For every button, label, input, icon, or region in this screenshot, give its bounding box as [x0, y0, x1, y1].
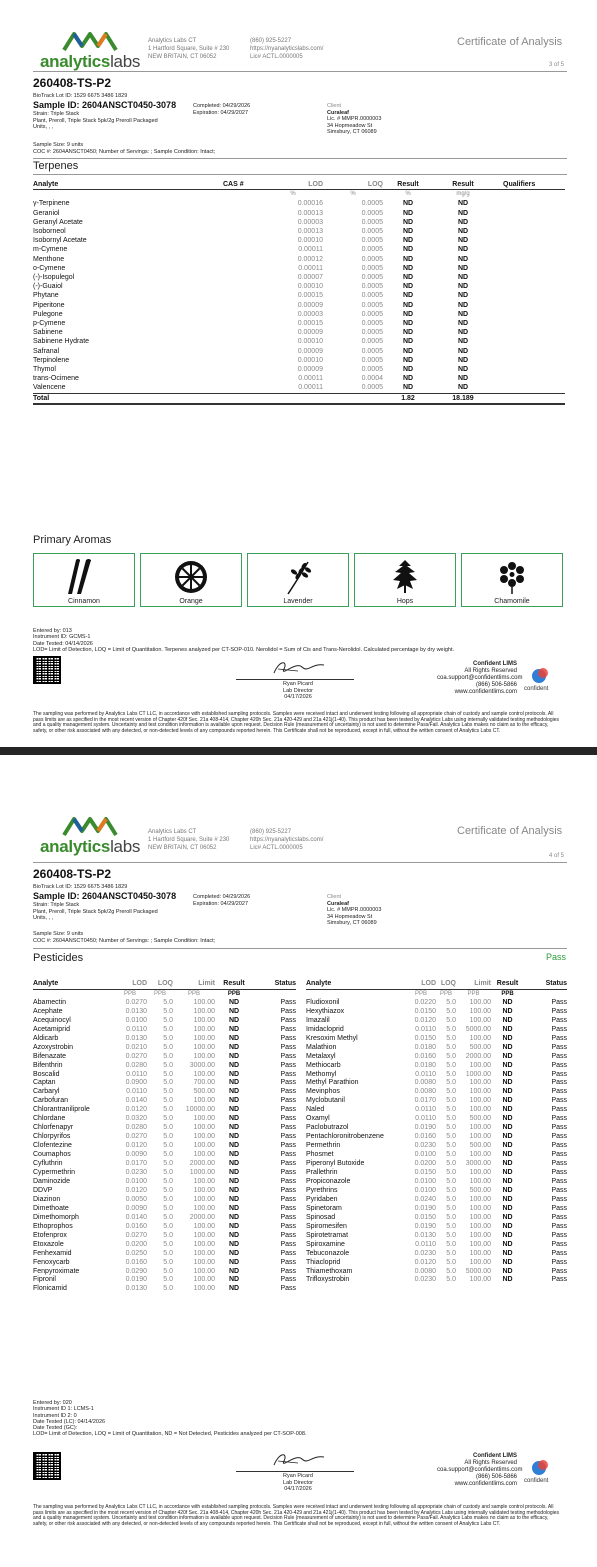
- signatory: Ryan Picard Lab Director 04/17/2026: [283, 1473, 313, 1492]
- table-row: Methomyl 0.0110 5.0 1000.00 ND Pass: [306, 1070, 567, 1078]
- confident-lims-info: Confident LIMS All Rights Reserved coa.support@confidentlims.com (866) 506-5866 www.confidentlims.com: [437, 661, 523, 695]
- section-title-terpenes: Terpenes: [33, 160, 79, 172]
- table-row: Imidacloprid 0.0110 5.0 5000.00 ND Pass: [306, 1025, 567, 1033]
- table-row: Fenpyroximate 0.0290 5.0 100.00 ND Pass: [33, 1267, 296, 1275]
- table-row: Carbofuran 0.0140 5.0 100.00 ND Pass: [33, 1097, 296, 1105]
- table-row: Phytane 0.00015 0.0005 ND ND: [33, 292, 469, 300]
- qr-code[interactable]: [33, 656, 61, 684]
- aroma-label: Chamomile: [494, 598, 530, 605]
- table-row: Ethoprophos 0.0160 5.0 100.00 ND Pass: [33, 1222, 296, 1230]
- table-row: Pyridaben 0.0240 5.0 100.00 ND Pass: [306, 1195, 567, 1203]
- table-row: Thiacloprid 0.0120 5.0 100.00 ND Pass: [306, 1258, 567, 1266]
- aroma-label: Cinnamon: [68, 598, 100, 605]
- chamomile-icon: [494, 558, 530, 596]
- table-row: Fenoxycarb 0.0160 5.0 100.00 ND Pass: [33, 1258, 296, 1266]
- aroma-card-orange: [140, 553, 242, 607]
- page-number: 3 of 5: [549, 62, 565, 68]
- test-meta: Entered by: 013 Instrument ID: GCMS-1 Date Tested: 04/14/2026 LOD= Limit of Detection, LOQ = Limit of Quantitation. Terpenes analyzed per CT-SOP-010. Nerolidol = Sum of Cis and Trans-Nerolidol. Calculated percentage by dry weight.: [33, 628, 455, 653]
- sample-dates: Completed: 04/29/2026 Expiration: 04/29/2027: [193, 894, 251, 907]
- confident-brand: confident: [524, 1478, 549, 1484]
- table-row: Prallethrin 0.0150 5.0 100.00 ND Pass: [306, 1169, 567, 1177]
- aroma-card-cinnamon: [33, 553, 135, 607]
- col-lod: LOD: [263, 180, 323, 190]
- table-row: Boscalid 0.0110 5.0 100.00 ND Pass: [33, 1070, 296, 1078]
- table-row: Pyrethrins 0.0100 5.0 500.00 ND Pass: [306, 1186, 567, 1194]
- lab-address: Analytics Labs CT 1 Hartford Square, Suite # 230 NEW BRITAIN, CT 06052: [148, 829, 230, 851]
- table-row: Pulegone 0.00003 0.0005 ND ND: [33, 310, 469, 318]
- table-row: γ-Terpinene 0.00016 0.0005 ND ND: [33, 200, 469, 208]
- table-row: Isoborneol 0.00013 0.0005 ND ND: [33, 228, 469, 236]
- aroma-label: Lavender: [283, 598, 313, 605]
- table-row: Dimethoate 0.0090 5.0 100.00 ND Pass: [33, 1204, 296, 1212]
- table-row: Hexythiazox 0.0150 5.0 100.00 ND Pass: [306, 1007, 567, 1015]
- page-divider: [0, 745, 597, 785]
- sample-dates: Completed: 04/29/2026 Expiration: 04/29/2027: [193, 103, 251, 116]
- confident-lims-info: Confident LIMS All Rights Reserved coa.support@confidentlims.com (866) 506-5866 www.confidentlims.com: [437, 1453, 523, 1487]
- table-row: Fludioxonil 0.0220 5.0 100.00 ND Pass: [306, 998, 567, 1006]
- table-row: Acetamiprid 0.0110 5.0 100.00 ND Pass: [33, 1025, 296, 1033]
- table-row: Spiromesifen 0.0190 5.0 100.00 ND Pass: [306, 1222, 567, 1230]
- orange-icon: [173, 558, 209, 596]
- cinnamon-icon: [66, 558, 102, 596]
- sample-details: Strain: Triple Stack Plant, Preroll, Triple Stack 5pk/2g Preroll Packaged Units, , ,: [33, 111, 158, 130]
- table-row: Kresoxim Methyl 0.0150 5.0 100.00 ND Pass: [306, 1034, 567, 1042]
- col-result-pct: Result: [383, 180, 433, 190]
- col-qualifiers: Qualifiers: [493, 180, 565, 190]
- sample-details: Strain: Triple Stack Plant, Preroll, Triple Stack 5pk/2g Preroll Packaged Units, , ,: [33, 902, 158, 921]
- table-row: Geranyl Acetate 0.00003 0.0005 ND ND: [33, 218, 469, 226]
- table-row: Sabinene Hydrate 0.00010 0.0005 ND ND: [33, 338, 469, 346]
- overall-status-badge: Pass: [546, 952, 567, 962]
- table-header-row: Analyte LOD LOQ Limit Result Status: [306, 980, 567, 989]
- table-row: (-)-Isopulegol 0.00007 0.0005 ND ND: [33, 274, 469, 282]
- coa-page-4: [0, 785, 597, 1567]
- table-row: DDVP 0.0120 5.0 100.00 ND Pass: [33, 1186, 296, 1194]
- table-row: Methyl Parathion 0.0080 5.0 100.00 ND Pass: [306, 1079, 567, 1087]
- table-row: Piperonyl Butoxide 0.0200 5.0 3000.00 ND Pass: [306, 1160, 567, 1168]
- sample-size: Sample Size: 9 units COC #: 2604ANSCT0450; Number of Servings: ; Sample Condition: Intact;: [33, 931, 216, 944]
- col-cas: CAS #: [223, 180, 263, 190]
- table-row: Etofenprox 0.0270 5.0 100.00 ND Pass: [33, 1231, 296, 1239]
- col-analyte: Analyte: [33, 180, 223, 190]
- table-row: Chlorfenapyr 0.0280 5.0 100.00 ND Pass: [33, 1124, 296, 1132]
- logo-wordmark: analyticslabs: [40, 52, 141, 71]
- table-row: Diazinon 0.0050 5.0 100.00 ND Pass: [33, 1195, 296, 1203]
- table-row: p-Cymene 0.00015 0.0005 ND ND: [33, 320, 469, 328]
- table-row: Tebuconazole 0.0230 5.0 100.00 ND Pass: [306, 1249, 567, 1257]
- table-row: Mevinphos 0.0080 5.0 100.00 ND Pass: [306, 1088, 567, 1096]
- table-row: m-Cymene 0.00011 0.0005 ND ND: [33, 246, 469, 254]
- sample-size: Sample Size: 9 units COC #: 2604ANSCT0450; Number of Servings: ; Sample Condition: Intact;: [33, 142, 216, 155]
- table-row: Acequinocyl 0.0100 5.0 100.00 ND Pass: [33, 1016, 296, 1024]
- lab-address: Analytics Labs CT 1 Hartford Square, Suite # 230 NEW BRITAIN, CT 06052: [148, 38, 230, 60]
- table-row: trans-Ocimene 0.00011 0.0004 ND ND: [33, 375, 469, 383]
- header-rule: [33, 71, 567, 72]
- page-number: 4 of 5: [549, 853, 565, 859]
- confident-logo-icon: [531, 1458, 549, 1476]
- sample-id: Sample ID: 2604ANSCT0450-3078: [33, 891, 177, 901]
- table-row: Captan 0.0900 5.0 700.00 ND Pass: [33, 1079, 296, 1087]
- table-row: Imazalil 0.0120 5.0 100.00 ND Pass: [306, 1016, 567, 1024]
- table-row: Aldicarb 0.0130 5.0 100.00 ND Pass: [33, 1034, 296, 1042]
- confident-brand: confident: [524, 686, 549, 692]
- coa-title: Certificate of Analysis: [457, 825, 563, 837]
- signatory: Ryan Picard Lab Director 04/17/2026: [283, 681, 313, 700]
- col-result-mg: Result: [433, 180, 493, 190]
- table-row: Myclobutanil 0.0170 5.0 100.00 ND Pass: [306, 1097, 567, 1105]
- table-row: Bifenazate 0.0270 5.0 100.00 ND Pass: [33, 1052, 296, 1060]
- units-row: PPB PPB PPB PPB: [414, 990, 514, 997]
- table-row: Oxamyl 0.0110 5.0 500.00 ND Pass: [306, 1115, 567, 1123]
- table-row: Fipronil 0.0190 5.0 100.00 ND Pass: [33, 1276, 296, 1284]
- table-row: Coumaphos 0.0090 5.0 100.00 ND Pass: [33, 1151, 296, 1159]
- aromas-title: Primary Aromas: [33, 534, 112, 546]
- table-row: Spirotetramat 0.0130 5.0 100.00 ND Pass: [306, 1231, 567, 1239]
- table-row: Permethrin 0.0230 5.0 500.00 ND Pass: [306, 1142, 567, 1150]
- lab-contact: (860) 925-5227 https://nyanalyticslabs.com/ Lic# ACTL.0000005: [250, 38, 324, 60]
- analytics-labs-logo: [40, 30, 150, 72]
- coa-title: Certificate of Analysis: [457, 36, 563, 48]
- table-row: Thymol 0.00009 0.0005 ND ND: [33, 366, 469, 374]
- table-row: Sabinene 0.00009 0.0005 ND ND: [33, 329, 469, 337]
- table-row: Propiconazole 0.0100 5.0 100.00 ND Pass: [306, 1177, 567, 1185]
- pesticides-table-right: [306, 980, 567, 1285]
- table-row: Isobornyl Acetate 0.00010 0.0005 ND ND: [33, 237, 469, 245]
- table-row: Malathion 0.0180 5.0 500.00 ND Pass: [306, 1043, 567, 1051]
- table-row: Valencene 0.00011 0.0005 ND ND: [33, 384, 469, 392]
- qr-code[interactable]: [33, 1452, 61, 1480]
- table-row: Phosmet 0.0100 5.0 100.00 ND Pass: [306, 1151, 567, 1159]
- sample-id: Sample ID: 2604ANSCT0450-3078: [33, 100, 177, 110]
- table-header-row: [33, 180, 565, 190]
- table-row: Carbaryl 0.0110 5.0 500.00 ND Pass: [33, 1088, 296, 1096]
- section-rule-2: [33, 174, 567, 175]
- table-row: Metalaxyl 0.0160 5.0 2000.00 ND Pass: [306, 1052, 567, 1060]
- section-rule: [33, 948, 567, 949]
- test-meta: Entered by: 020 Instrument ID 1: LCMS-1 Instrument ID 2: 0 Date Tested (LC): 04/14/2026 Date Tested (GC): LOD= Limit of Detection, LOQ = Limit of Quantitation, ND = Not Detected, Pesticides analyzed per CT-SOP-008.: [33, 1400, 307, 1438]
- table-row: Terpinolene 0.00010 0.0005 ND ND: [33, 356, 469, 364]
- pesticides-table-left: [33, 980, 296, 1294]
- units-row: % % % mg/g: [290, 191, 470, 198]
- table-row: Chlorpyrifos 0.0270 5.0 100.00 ND Pass: [33, 1133, 296, 1141]
- logo-mark-icon: [62, 30, 122, 52]
- table-row: Cypermethrin 0.0230 5.0 1000.00 ND Pass: [33, 1169, 296, 1177]
- biotrack-id: BioTrack Lot ID: 1529 6675 3486 1829: [33, 884, 128, 890]
- aroma-card-chamomile: [461, 553, 563, 607]
- signature-image: [268, 657, 328, 679]
- table-row: o-Cymene 0.00011 0.0005 ND ND: [33, 264, 469, 272]
- client-info: Client Curaleaf Lic. # MMPR.0000003 34 Hopmeadow St Simsbury, CT 06089: [327, 103, 382, 135]
- confident-logo-icon: [531, 666, 549, 684]
- table-row: Cyfluthrin 0.0170 5.0 2000.00 ND Pass: [33, 1160, 296, 1168]
- table-row: Dimethomorph 0.0140 5.0 2000.00 ND Pass: [33, 1213, 296, 1221]
- section-rule: [33, 158, 567, 159]
- lab-contact: (860) 925-5227 https://nyanalyticslabs.com/ Lic# ACTL.0000005: [250, 829, 324, 851]
- col-loq: LOQ: [323, 180, 383, 190]
- aroma-card-lavender: [247, 553, 349, 607]
- table-row: Abamectin 0.0270 5.0 100.00 ND Pass: [33, 998, 296, 1006]
- table-row: Methiocarb 0.0180 5.0 100.00 ND Pass: [306, 1061, 567, 1069]
- logo-wordmark: analyticslabs: [40, 837, 141, 856]
- lavender-icon: [280, 558, 316, 596]
- coa-page-3: [0, 0, 597, 745]
- header-rule: [33, 862, 567, 863]
- logo-mark-icon: [62, 815, 122, 837]
- table-row: (-)-Guaiol 0.00010 0.0005 ND ND: [33, 283, 469, 291]
- table-row: Naled 0.0110 5.0 100.00 ND Pass: [306, 1106, 567, 1114]
- client-info: Client Curaleaf Lic. # MMPR.0000003 34 Hopmeadow St Simsbury, CT 06089: [327, 894, 382, 926]
- analytics-labs-logo: [40, 815, 150, 857]
- table-row: Azoxystrobin 0.0210 5.0 100.00 ND Pass: [33, 1043, 296, 1051]
- total-row: Total 1.82 18.189: [33, 393, 565, 404]
- aroma-label: Orange: [179, 598, 203, 605]
- aroma-label: Hops: [396, 598, 414, 605]
- table-row: Trifloxystrobin 0.0230 5.0 100.00 ND Pass: [306, 1276, 567, 1284]
- table-row: Chlordane 0.0320 5.0 100.00 ND Pass: [33, 1115, 296, 1123]
- units-row: PPB PPB PPB PPB: [123, 990, 241, 997]
- table-row: Spiroxamine 0.0110 5.0 100.00 ND Pass: [306, 1240, 567, 1248]
- batch-number: 260408-TS-P2: [33, 76, 112, 90]
- table-row: Piperitone 0.00009 0.0005 ND ND: [33, 301, 469, 309]
- signature-image: [268, 1449, 328, 1471]
- signature-line: [236, 1471, 354, 1472]
- table-header-row: Analyte LOD LOQ Limit Result Status: [33, 980, 296, 989]
- signature-line: [236, 679, 354, 680]
- table-row: Chlorantraniliprole 0.0120 5.0 10000.00 ND Pass: [33, 1106, 296, 1114]
- biotrack-id: BioTrack Lot ID: 1529 6675 3486 1829: [33, 93, 128, 99]
- terpenes-table: [33, 180, 565, 405]
- batch-number: 260408-TS-P2: [33, 867, 112, 881]
- table-row: Acephate 0.0130 5.0 100.00 ND Pass: [33, 1007, 296, 1015]
- table-row: Safranal 0.00009 0.0005 ND ND: [33, 347, 469, 355]
- table-row: Fenhexamid 0.0250 5.0 100.00 ND Pass: [33, 1249, 296, 1257]
- table-row: Clofentezine 0.0120 5.0 100.00 ND Pass: [33, 1142, 296, 1150]
- table-row: Spinetoram 0.0190 5.0 100.00 ND Pass: [306, 1204, 567, 1212]
- table-row: Daminozide 0.0100 5.0 100.00 ND Pass: [33, 1177, 296, 1185]
- table-row: Flonicamid 0.0130 5.0 100.00 ND Pass: [33, 1285, 296, 1293]
- section-title-pesticides: Pesticides: [33, 952, 84, 964]
- table-row: Bifenthrin 0.0280 5.0 3000.00 ND Pass: [33, 1061, 296, 1069]
- table-row: Spinosad 0.0150 5.0 100.00 ND Pass: [306, 1213, 567, 1221]
- hops-icon: [387, 558, 423, 596]
- table-row: Thiamethoxam 0.0080 5.0 5000.00 ND Pass: [306, 1267, 567, 1275]
- table-row: Menthone 0.00012 0.0005 ND ND: [33, 255, 469, 263]
- disclaimer-text: The sampling was performed by Analytics Labs CT LLC, in accordance with established sampling protocols. Samples were received intact and underwent testing following all appropriate chain of custody and sample control protocols. All pass limits are as specified in the most recent version of Chapter 420f Sec. 21a 408-414, Chapter 420h Sec. 21a 420-429 and 21a 421j(1-40). This product has been tested by Analytics Labs using internally validated testing methodologies and a quality management system. Uncertainty and test condition information is available upon request. Decision Rule (measurement of uncertainty) is not used to determine Pass/Fail. Analytics Labs makes no claim as to the efficacy, safety, or other risk associated with any detected, or non-detected levels of any compounds reported herein. This Certificate shall not be reproduced, except in full, without the written consent of Analytics Labs CT.: [33, 1504, 560, 1527]
- aroma-card-hops: [354, 553, 456, 607]
- table-row: Etoxazole 0.0200 5.0 100.00 ND Pass: [33, 1240, 296, 1248]
- disclaimer-text: The sampling was performed by Analytics Labs CT LLC, in accordance with established sampling protocols. Samples were received intact and underwent testing following all appropriate chain of custody and sample control protocols. All pass limits are as specified in the most recent version of Chapter 420f Sec. 21a 408-414, Chapter 420h Sec. 21a 420-429 and 21a 421j(1-40). This product has been tested by Analytics Labs using internally validated testing methodologies and a quality management system. Uncertainty and test condition information is available upon request. Decision Rule (measurement of uncertainty) is not used to determine Pass/Fail. Analytics Labs makes no claim as to the efficacy, safety, or other risk associated with any detected, or non-detected levels of any compounds reported herein. This Certificate shall not be reproduced, except in full, without the written consent of Analytics Labs CT.: [33, 711, 560, 734]
- table-row: Pentachloronitrobenzene 0.0160 5.0 100.00 ND Pass: [306, 1133, 567, 1141]
- table-row: Paclobutrazol 0.0190 5.0 100.00 ND Pass: [306, 1124, 567, 1132]
- table-row: Geraniol 0.00013 0.0005 ND ND: [33, 209, 469, 217]
